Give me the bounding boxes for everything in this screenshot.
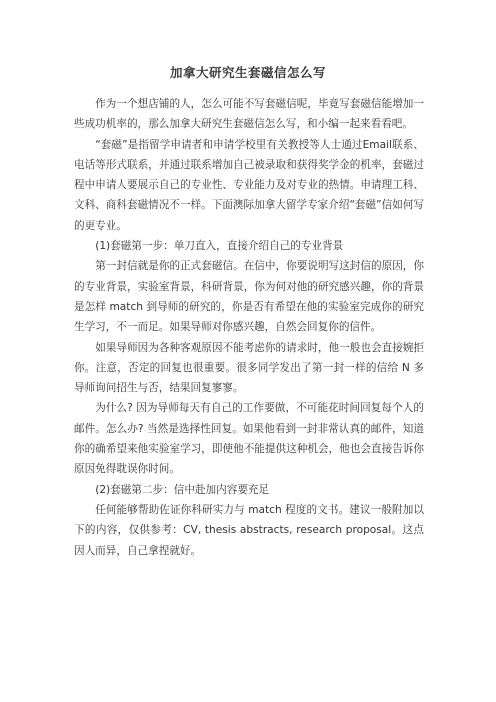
- document-body: [74, 94, 424, 561]
- paragraph-why: 为什么? 因为导师每天有自己的工作要做，不可能花时间回复每个人的邮件。怎么办? 当然是选择性回复。如果他看到一封非常认真的邮件，知道你的确希望来他实验室学习，即使他不能提供这种机会，他也会直接告诉你原因免得耽误你时间。: [74, 402, 424, 476]
- paragraph-intro: 作为一个想店铺的人，怎么可能不写套磁信呢，毕竟写套磁信能增加一些成功机率的，那么加拿大研究生套磁信怎么写，和小编一起来看看吧。: [74, 98, 424, 131]
- paragraph-rejection: 如果导师因为各种客观原因不能考虑你的请求时，他一般也会直接婉拒你。注意，否定的回复也很重要。很多同学发出了第一封一样的信给 N 多导师询问招生与否，结果回复寥寥。: [74, 341, 424, 395]
- paragraph-definition: “套磁”是指留学申请者和申请学校里有关教授等人士通过Email联系、电话等形式联系，并通过联系增加自己被录取和获得奖学金的机率，套磁过程中申请人要展示自己的专业性、专业能力及对专业的热情。申请理工科、文科、商科套磁情况不一样。下面澳际加拿大留学专家介绍“套磁”信如何写的更专业。: [74, 138, 424, 232]
- document-title: 加拿大研究生套磁信怎么写: [169, 65, 326, 80]
- paragraph-step-2-body: 任何能够帮助佐证你科研实力与 match 程度的文书。建议一般附加以下的内容，仅供参考：CV, thesis abstracts, research proposal。这点因人而异，自己拿捏就好。: [74, 503, 424, 557]
- section-heading-step-1: (1)套磁第一步：单刀直入，直接介绍自己的专业背景: [95, 240, 344, 253]
- section-heading-step-2: (2)套磁第二步：信中赴加内容要充足: [95, 483, 270, 496]
- paragraph-step-1-body: 第一封信就是你的正式套磁信。在信中，你要说明写这封信的原因，你的专业背景，实验室背景，科研背景，你为何对他的研究感兴趣，你的背景是怎样 match 到导师的研究的，你是否有希望在他的实验室完成你的研究生学习，不一而足。如果导师对你感兴趣，自然会回复你的信件。: [74, 260, 424, 334]
